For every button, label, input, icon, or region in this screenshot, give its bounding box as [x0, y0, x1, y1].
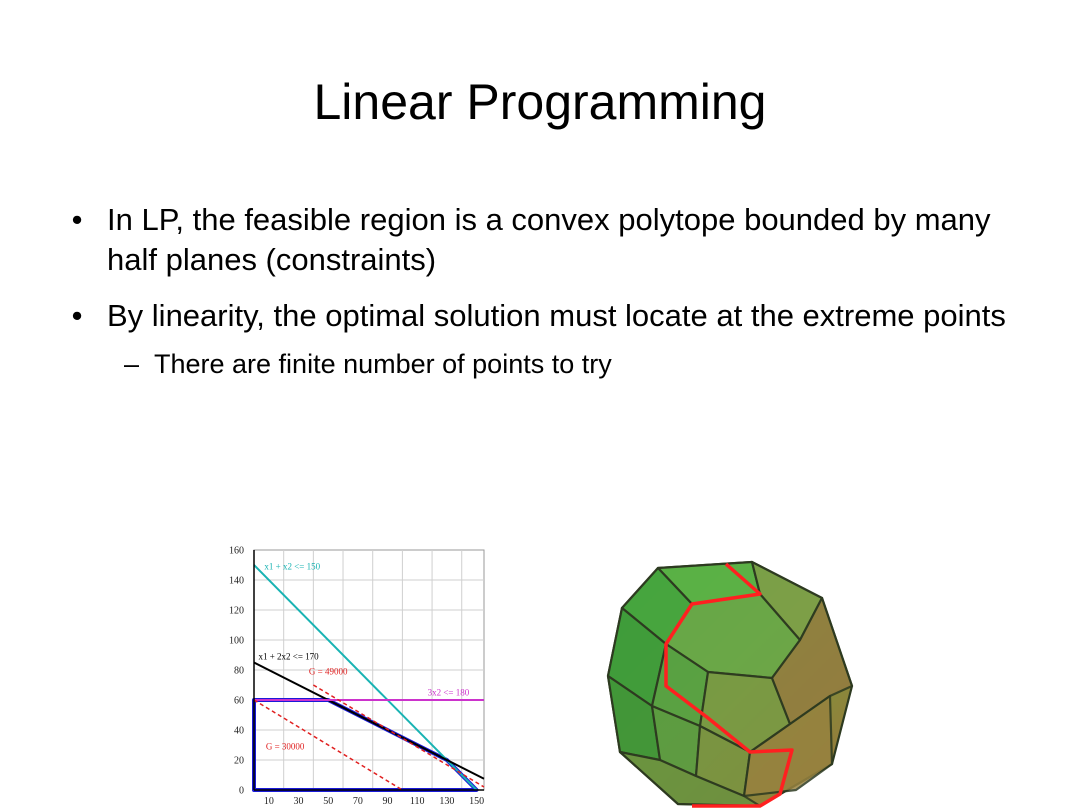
bullet-item [62, 296, 1022, 336]
chart-annotation: 3x2 <= 180 [427, 687, 470, 698]
y-tick-label: 20 [234, 755, 244, 767]
y-tick-label: 120 [229, 605, 244, 617]
y-tick-label: 60 [234, 695, 244, 707]
bullet-dot-icon: • [71, 298, 83, 333]
sub-bullet-text: There are finite number of points to try [154, 349, 612, 379]
dash-icon: – [124, 349, 140, 379]
y-tick-label: 0 [239, 785, 244, 797]
y-tick-label: 100 [229, 635, 244, 647]
x-tick-label: 90 [382, 796, 393, 807]
chart-annotation: x1 + x2 <= 150 [264, 561, 321, 572]
y-tick-label: 140 [229, 575, 244, 587]
x-tick-label: 110 [409, 796, 425, 807]
chart-annotation: G = 30000 [265, 741, 305, 752]
chart-annotation: G = 49000 [308, 666, 348, 677]
slide-title: Linear Programming [313, 74, 767, 130]
y-tick-label: 80 [234, 665, 244, 677]
chart-annotation: x1 + 2x2 <= 170 [258, 651, 319, 662]
x-tick-label: 150 [469, 796, 485, 807]
lp-feasible-region-chart [210, 540, 496, 810]
sub-bullet-item [62, 346, 1022, 382]
bullet-list [62, 200, 1022, 382]
x-tick-label: 130 [439, 796, 455, 807]
x-tick-label: 70 [352, 796, 363, 807]
y-tick-label: 160 [229, 545, 244, 557]
x-tick-label: 30 [293, 796, 304, 807]
bullet-dot-icon: • [71, 202, 83, 237]
bullet-item [62, 200, 1022, 280]
x-tick-label: 50 [323, 796, 334, 807]
polytope-image [600, 556, 870, 810]
x-tick-label: 10 [263, 796, 274, 807]
bullet-text: By linearity, the optimal solution must locate at the extreme points [107, 298, 1006, 333]
bullet-text: In LP, the feasible region is a convex polytope bounded by many half planes (constraints) [107, 202, 991, 277]
y-tick-label: 40 [234, 725, 244, 737]
